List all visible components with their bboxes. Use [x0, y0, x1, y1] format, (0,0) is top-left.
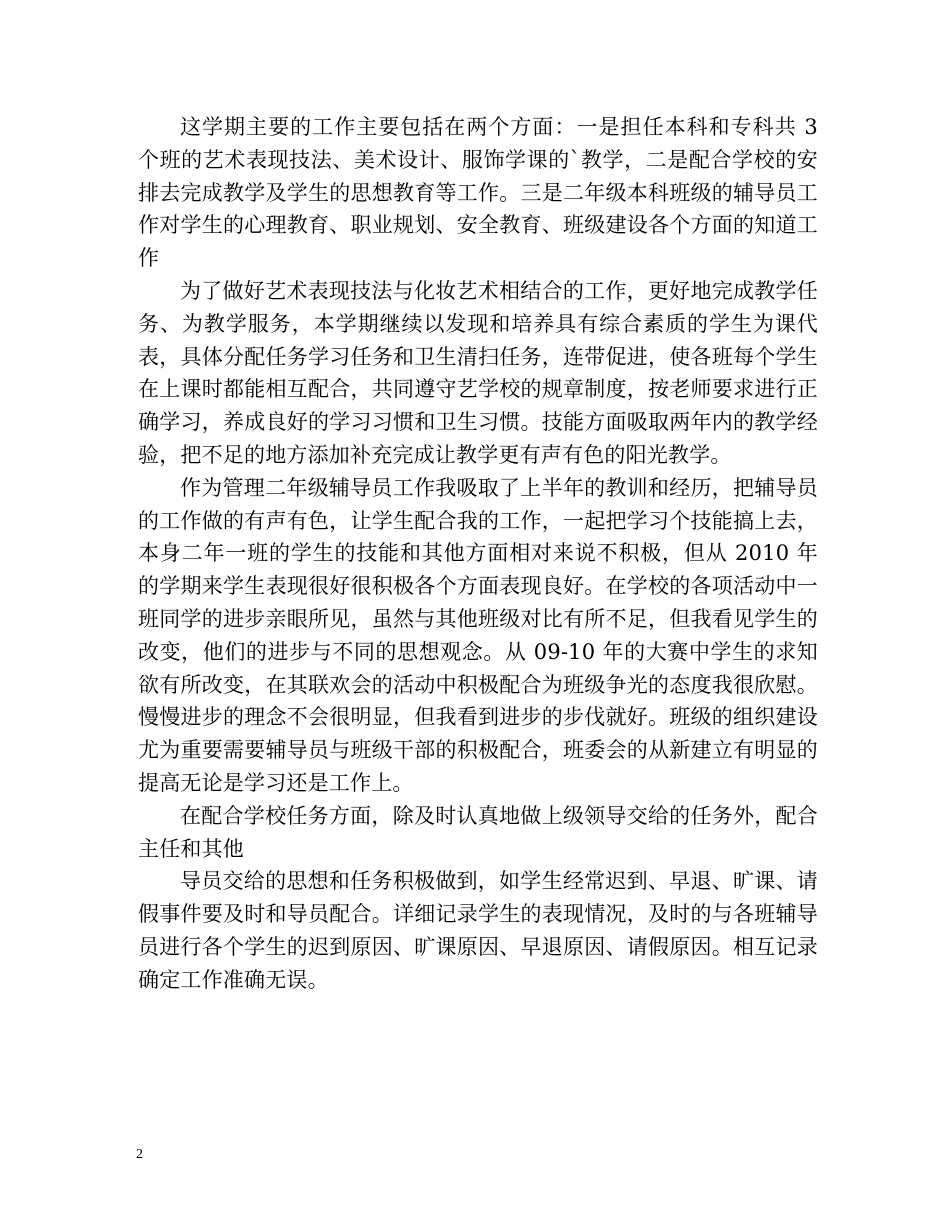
- paragraph-attendance: 导员交给的思想和任务积极做到，如学生经常迟到、早退、旷课、请假事件要及时和导员配合。详细记录学生的表现情况，及时的与各班辅导员进行各个学生的迟到原因、旷课原因、早退原因、请假原因。相互记录确定工作准确无误。: [138, 869, 818, 992]
- document-body: [138, 111, 818, 997]
- paragraph-teaching: 为了做好艺术表现技法与化妆艺术相结合的工作，更好地完成教学任务、为教学服务，本学期继续以发现和培养具有综合素质的学生为课代表，具体分配任务学习任务和卫生清扫任务，连带促进，使各班每个学生在上课时都能相互配合，共同遵守艺学校的规章制度，按老师要求进行正确学习，养成良好的学习习惯和卫生习惯。技能方面吸取两年内的教学经验，把不足的地方添加补充完成让教学更有声有色的阳光教学。: [138, 278, 818, 467]
- paragraph-work-overview: 这学期主要的工作主要包括在两个方面：一是担任本科和专科共 3 个班的艺术表现技法、美术设计、服饰学课的`教学，二是配合学校的安排去完成教学及学生的思想教育等工作。三是二年级本科班级的辅导员工作对学生的心理教育、职业规划、安全教育、班级建设各个方面的知道工作: [138, 115, 818, 271]
- paragraph-school-tasks: 在配合学校任务方面，除及时认真地做上级领导交给的任务外，配合主任和其他: [138, 803, 818, 861]
- page-number: 2: [136, 1147, 143, 1162]
- paragraph-counselor-work: 作为管理二年级辅导员工作我吸取了上半年的教训和经历，把辅导员的工作做的有声有色，让学生配合我的工作，一起把学习个技能搞上去，本身二年一班的学生的技能和其他方面相对来说不积极，但从 2010 年的学期来学生表现很好很积极各个方面表现良好。在学校的各项活动中一班同学的进步亲眼所见，虽然与其他班级对比有所不足，但我看见学生的改变，他们的进步与不同的思想观念。从 09-10 年的大赛中学生的求知欲有所改变，在其联欢会的活动中积极配合为班级争光的态度我很欣慰。慢慢进步的理念不会很明显，但我看到进步的步伐就好。班级的组织建设尤为重要需要辅导员与班级干部的积极配合，班委会的从新建立有明显的提高无论是学习还是工作上。: [138, 475, 818, 795]
